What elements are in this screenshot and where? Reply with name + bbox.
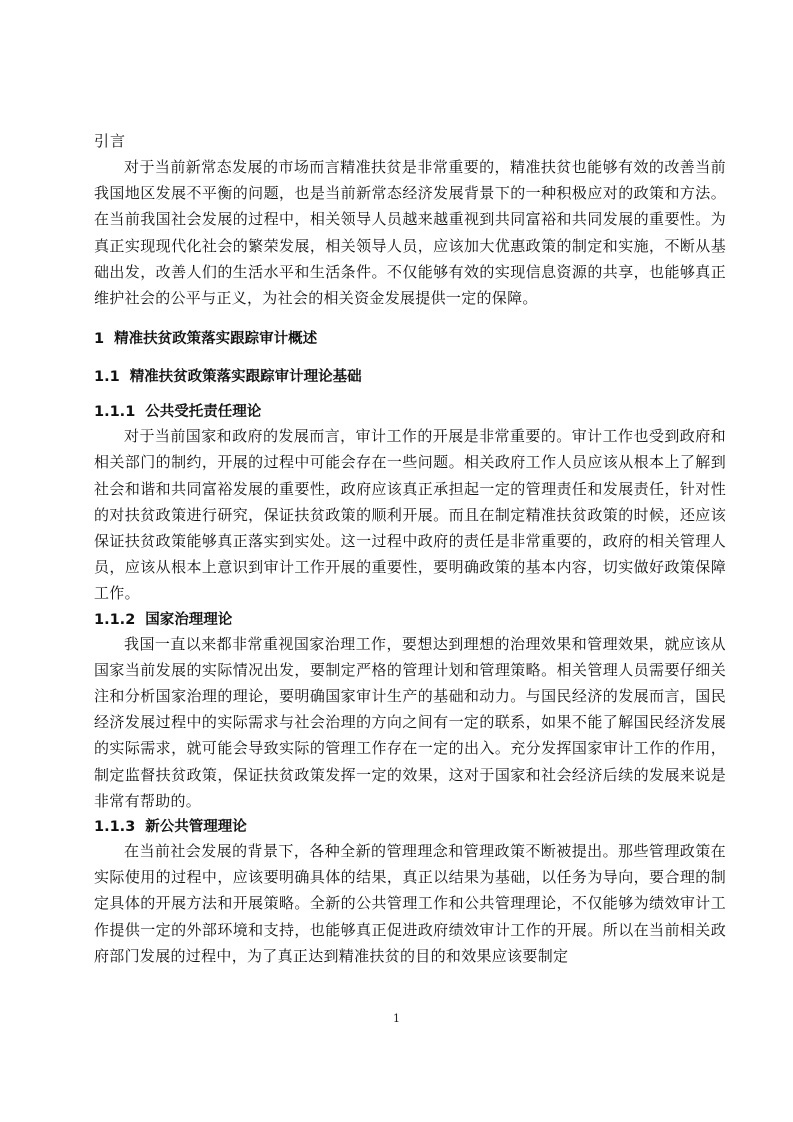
section-1-1-3-number: 1.1.3 — [94, 819, 136, 836]
section-1-1-1-paragraph: 对于当前国家和政府的发展而言，审计工作的开展是非常重要的。审计工作也受到政府和相关部门的制约，开展的过程中可能会存在一些问题。相关政府工作人员应该从根本上了解到社会和谐和共同富裕发展的重要性，政府应该真正承担起一定的管理责任和发展责任，针对性的对扶贫政策进行研究，保证扶贫政策的顺利开展。而且在制定精准扶贫政策的时候，还应该保证扶贫政策能够真正落实到实处。这一过程中政府的责任是非常重要的，政府的相关管理人员，应该从根本上意识到审计工作开展的重要性，要明确政策的基本内容，切实做好政策保障工作。 — [94, 427, 726, 603]
section-1-heading — [94, 327, 726, 351]
intro-paragraph: 对于当前新常态发展的市场而言精准扶贫是非常重要的，精准扶贫也能够有效的改善当前我国地区发展不平衡的问题，也是当前新常态经济发展背景下的一种积极应对的政策和方法。在当前我国社会发展的过程中，相关领导人员越来越重视到共同富裕和共同发展的重要性。为真正实现现代化社会的繁荣发展，相关领导人员，应该加大优惠政策的制定和实施，不断从基础出发，改善人们的生活水平和生活条件。不仅能够有效的实现信息资源的共享，也能够真正维护社会的公平与正义，为社会的相关资金发展提供一定的保障。 — [94, 158, 726, 308]
section-1-1-heading — [94, 365, 726, 389]
section-1-1-2-paragraph: 我国一直以来都非常重视国家治理工作，要想达到理想的治理效果和管理效果，就应该从国家当前发展的实际情况出发，要制定严格的管理计划和管理策略。相关管理人员需要仔细关注和分析国家治理的理论，要明确国家审计生产的基础和动力。与国民经济的发展而言，国民经济发展过程中的实际需求与社会治理的方向之间有一定的联系，如果不能了解国民经济发展的实际需求，就可能会导致实际的管理工作存在一定的出入。充分发挥国家审计工作的作用，制定监督扶贫政策，保证扶贫政策发挥一定的效果，这对于国家和社会经济后续的发展来说是非常有帮助的。 — [94, 634, 726, 810]
page-number: 1 — [393, 1012, 400, 1025]
section-1-1-3-paragraph: 在当前社会发展的背景下，各种全新的管理理念和管理政策不断被提出。那些管理政策在实际使用的过程中，应该要明确具体的结果，真正以结果为基础，以任务为导向，要合理的制定具体的开展方法和开展策略。全新的公共管理工作和公共管理理论，不仅能够为绩效审计工作提供一定的外部环境和支持，也能够真正促进政府绩效审计工作的开展。所以在当前相关政府部门发展的过程中，为了真正达到精准扶贫的目的和效果应该要制定 — [94, 842, 726, 965]
section-1-1-title: 精准扶贫政策落实跟踪审计理论基础 — [129, 369, 362, 386]
section-1-title: 精准扶贫政策落实跟踪审计概述 — [114, 331, 318, 348]
intro-heading: 引言 — [94, 132, 127, 150]
section-1-1-3-title: 新公共管理理论 — [145, 819, 247, 836]
section-1-1-number: 1.1 — [94, 369, 120, 386]
section-1-1-1-heading — [94, 401, 726, 423]
section-1-1-3-heading — [94, 816, 726, 838]
section-1-1-2-number: 1.1.2 — [94, 611, 136, 628]
section-1-1-1-number: 1.1.1 — [94, 404, 136, 421]
section-1-1-2-heading — [94, 609, 726, 631]
section-1-1-2-title: 国家治理理论 — [145, 611, 233, 628]
document-body — [94, 128, 726, 969]
section-1-1-1-title: 公共受托责任理论 — [145, 404, 262, 421]
section-1-number: 1 — [94, 331, 105, 348]
